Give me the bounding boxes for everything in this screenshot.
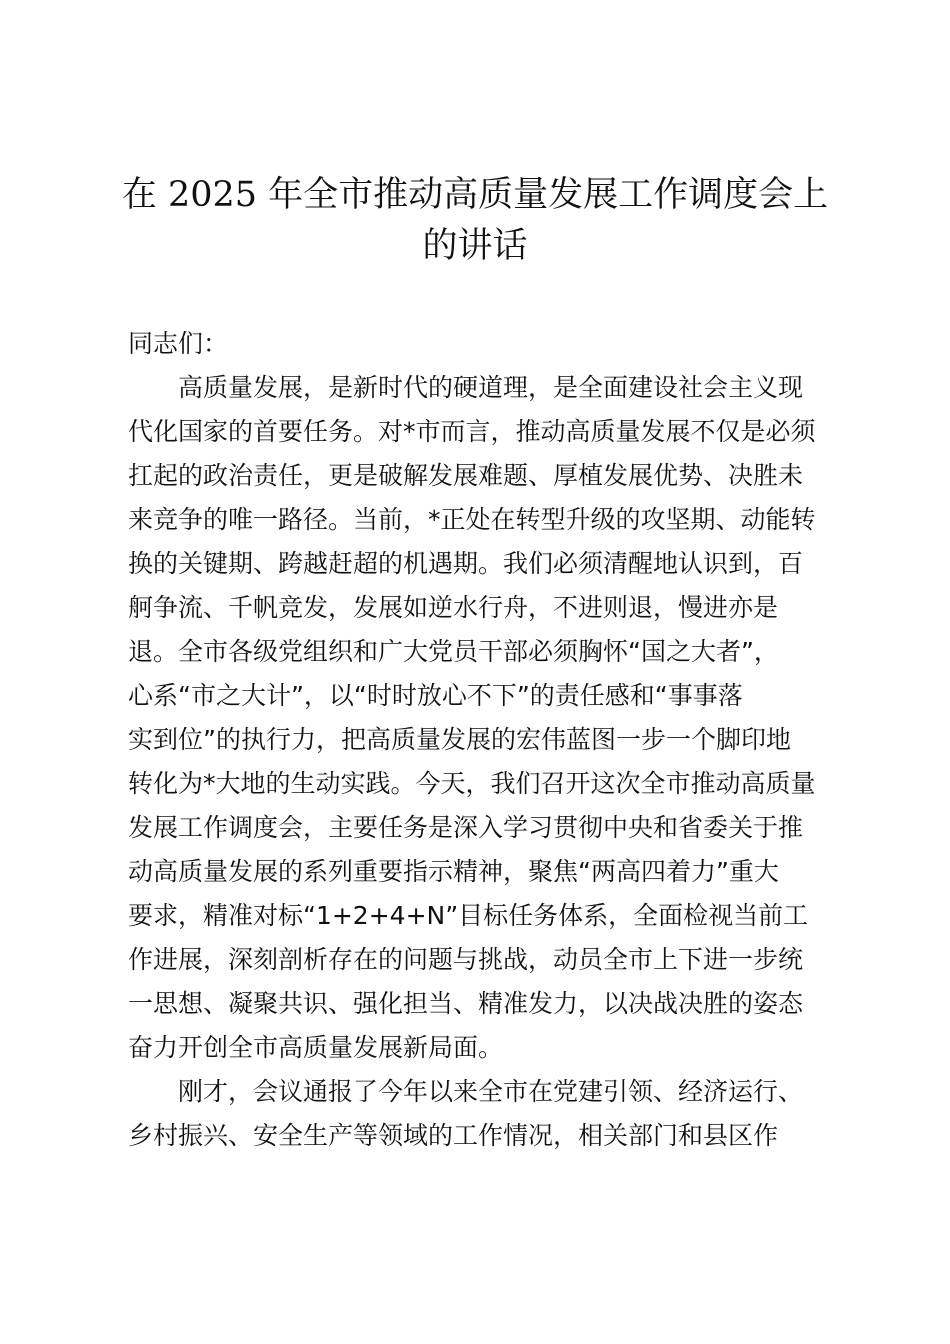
paragraph-line: 动高质量发展的系列重要指示精神，聚焦“两高四着力”重大: [128, 857, 779, 886]
paragraph-line: 乡村振兴、安全生产等领域的工作情况，相关部门和县区作: [128, 1121, 779, 1150]
paragraph-line: 发展工作调度会，主要任务是深入学习贯彻中央和省委关于推: [128, 813, 804, 842]
paragraph-line: 高质量发展，是新时代的硬道理，是全面建设社会主义现: [178, 373, 804, 402]
paragraph-line: 舸争流、千帆竞发，发展如逆水行舟，不进则退，慢进亦是: [128, 593, 779, 622]
salutation: 同志们：: [128, 329, 229, 358]
paragraph-line: 扛起的政治责任，更是破解发展难题、厚植发展优势、决胜未: [128, 461, 804, 490]
paragraph-line: 换的关键期、跨越赶超的机遇期。我们必须清醒地认识到，百: [128, 549, 804, 578]
paragraph-line: 退。全市各级党组织和广大党员干部必须胸怀“国之大者”，: [128, 637, 779, 666]
paragraph-line: 实到位”的执行力，把高质量发展的宏伟蓝图一步一个脚印地: [128, 725, 791, 754]
document-title-line-1: 在 2025 年全市推动高质量发展工作调度会上: [121, 175, 829, 215]
paragraph-line: 作进展，深刻剖析存在的问题与挑战，动员全市上下进一步统: [128, 945, 804, 974]
paragraph-line: 奋力开创全市高质量发展新局面。: [128, 1033, 504, 1062]
document-title-line-2: 的讲话: [422, 226, 528, 266]
paragraph-line: 刚才，会议通报了今年以来全市在党建引领、经济运行、: [178, 1077, 804, 1106]
paragraph-line: 一思想、凝聚共识、强化担当、精准发力，以决战决胜的姿态: [128, 989, 804, 1018]
paragraph-line: 转化为*大地的生动实践。今天，我们召开这次全市推动高质量: [128, 769, 816, 798]
paragraph-line: 来竞争的唯一路径。当前，*正处在转型升级的攻坚期、动能转: [128, 505, 816, 534]
paragraph-line: 心系“市之大计”，以“时时放心不下”的责任感和“事事落: [128, 681, 743, 710]
paragraph-line: 代化国家的首要任务。对*市而言，推动高质量发展不仅是必须: [128, 417, 816, 446]
paragraph-line: 要求，精准对标“1+2+4+N”目标任务体系，全面检视当前工: [128, 901, 809, 930]
